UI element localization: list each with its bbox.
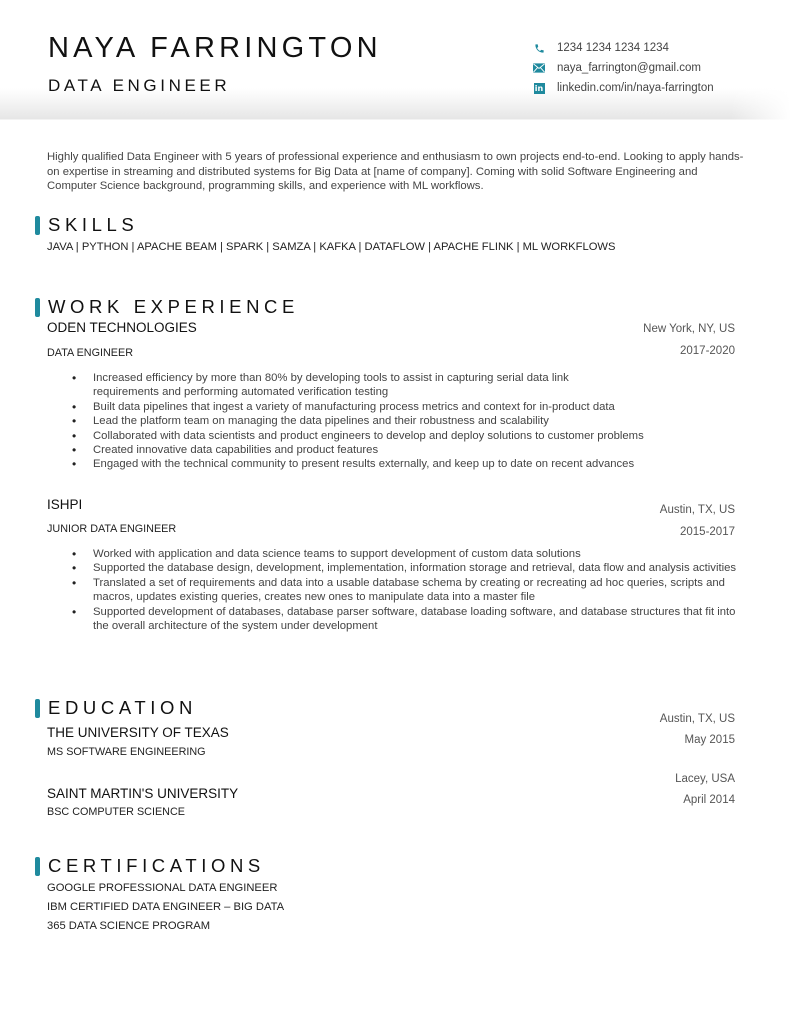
linkedin-link[interactable]: linkedin.com/in/naya-farrington xyxy=(557,82,714,94)
section-title: EDUCATION xyxy=(48,697,197,718)
job-role: JUNIOR DATA ENGINEER xyxy=(47,523,177,535)
school-name: THE UNIVERSITY OF TEXAS xyxy=(47,725,229,740)
work-experience-heading xyxy=(35,296,299,318)
job-company: ISHPI xyxy=(47,497,83,512)
professional-summary: Highly qualified Data Engineer with 5 years of professional experience and enthusiasm to own projects end-to-end. Looking to apply hands-on expertise in streaming and distributed systems for Big Data at [name of company]. Coming with solid Software Engineering and Computer Science background, programming skills, and experience with ML workflows. xyxy=(47,151,744,193)
contact-info xyxy=(533,38,714,98)
school-location: Austin, TX, US xyxy=(659,713,735,725)
bullet-item: • Supported the database design, development, implementation, information storage and retrieval, data flow and analysis activities xyxy=(72,561,747,575)
certification-item: GOOGLE PROFESSIONAL DATA ENGINEER xyxy=(47,882,278,894)
bullet-item: • Created innovative data capabilities and product features xyxy=(72,443,752,457)
bullet-item: • Built data pipelines that ingest a variety of manufacturing process metrics and context for in-product data xyxy=(72,400,752,414)
phone-icon xyxy=(533,42,545,54)
candidate-name: NAYA FARRINGTON xyxy=(48,32,382,64)
certification-item: 365 DATA SCIENCE PROGRAM xyxy=(47,920,211,932)
skills-heading xyxy=(35,214,138,236)
certification-item: IBM CERTIFIED DATA ENGINEER – BIG DATA xyxy=(47,901,285,913)
resume-header xyxy=(0,0,791,120)
bullet-item: • Worked with application and data science teams to support development of custom data solutions xyxy=(72,547,592,561)
bullet-item: • Lead the platform team on managing the data pipelines and their robustness and scalability xyxy=(72,414,752,428)
accent-bar xyxy=(35,216,40,235)
contact-email xyxy=(533,58,714,78)
contact-linkedin xyxy=(533,78,714,98)
bullet-item: • Supported development of databases, database parser software, database loading software, and database structures that fit into the overall architecture of the system under development xyxy=(72,605,747,634)
bullet-item: • Translated a set of requirements and data into a usable database schema by creating or recreating ad hoc queries, scripts and macros, updates existing queries, creates new ones to manipulate data into a master file xyxy=(72,576,747,605)
bullet-item: • Collaborated with data scientists and product engineers to develop and deploy solutions to customer problems xyxy=(72,429,752,443)
job-company: ODEN TECHNOLOGIES xyxy=(47,320,197,335)
linkedin-icon: in xyxy=(534,83,544,93)
bullet-item: • Engaged with the technical community to present results externally, and keep up to date on recent advances xyxy=(72,457,752,471)
skills-list: JAVA | PYTHON | APACHE BEAM | SPARK | SAMZA | KAFKA | DATAFLOW | APACHE FLINK | ML WORKFLOWS xyxy=(47,241,616,253)
job-role: DATA ENGINEER xyxy=(47,347,133,359)
contact-phone xyxy=(533,38,714,58)
job-dates: 2015-2017 xyxy=(680,526,735,538)
accent-bar xyxy=(35,699,40,718)
header-fade xyxy=(731,88,791,120)
job-dates: 2017-2020 xyxy=(680,345,735,357)
education-heading xyxy=(35,697,197,719)
section-title: SKILLS xyxy=(48,214,139,235)
job-location: Austin, TX, US xyxy=(659,504,735,516)
phone-number: 1234 1234 1234 1234 xyxy=(557,42,669,54)
accent-bar xyxy=(35,298,40,317)
email-link[interactable]: naya_farrington@gmail.com xyxy=(557,62,701,74)
certifications-list xyxy=(47,882,284,939)
section-title: CERTIFICATIONS xyxy=(48,855,265,876)
school-date: April 2014 xyxy=(683,794,735,806)
candidate-title: DATA ENGINEER xyxy=(48,76,231,95)
school-name: SAINT MARTIN'S UNIVERSITY xyxy=(47,786,239,801)
bullet-item: • Increased efficiency by more than 80% by developing tools to assist in capturing serial data link requirements and performing automated verification testing xyxy=(72,371,612,400)
accent-bar xyxy=(35,857,40,876)
certifications-heading xyxy=(35,855,265,877)
school-location: Lacey, USA xyxy=(675,773,735,785)
section-title: WORK EXPERIENCE xyxy=(48,296,299,317)
job-location: New York, NY, US xyxy=(643,323,735,335)
school-degree: BSC COMPUTER SCIENCE xyxy=(47,806,185,818)
school-date: May 2015 xyxy=(684,734,735,746)
mail-icon xyxy=(533,62,545,74)
job-bullets xyxy=(72,371,752,472)
school-degree: MS SOFTWARE ENGINEERING xyxy=(47,746,206,758)
job-bullets xyxy=(72,547,747,633)
